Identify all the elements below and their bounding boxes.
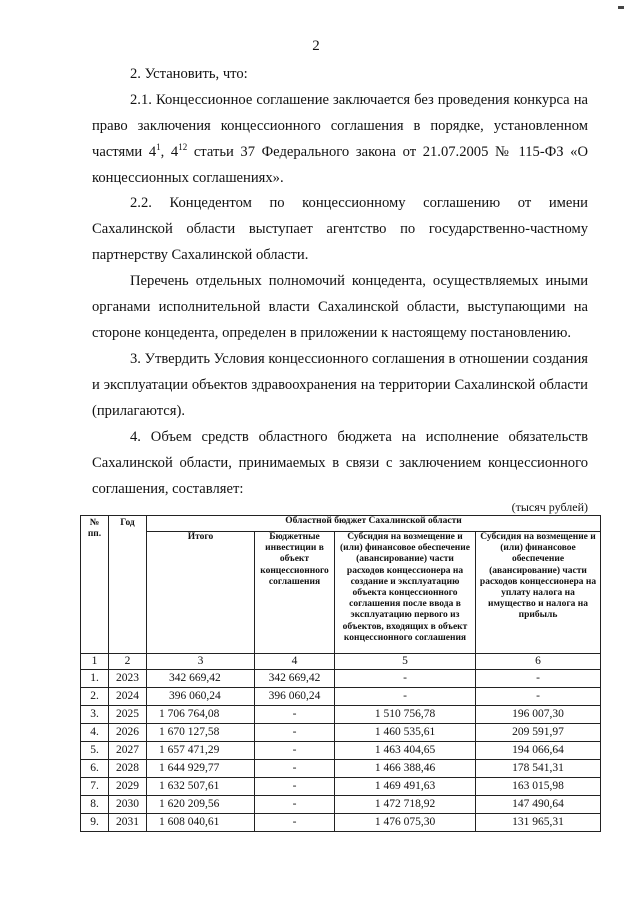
table-row (81, 814, 601, 832)
table-row (81, 760, 601, 778)
superscript-1: 1 (156, 142, 161, 152)
table-row (81, 706, 601, 724)
cell-investments: - (255, 724, 335, 742)
column-number: 2 (109, 654, 147, 670)
header-investments: Бюджетные инвестиции в объект концессионного соглашения (255, 532, 335, 654)
cell-investments: - (255, 742, 335, 760)
cell-year: 2027 (109, 742, 147, 760)
cell-subsidy-tax: 131 965,31 (476, 814, 601, 832)
cell-subsidy-creation: 1 466 388,46 (335, 760, 476, 778)
cell-total: 1 632 507,61 (147, 778, 255, 796)
cell-investments: - (255, 760, 335, 778)
table-row (81, 670, 601, 688)
paragraph-3: 3. Утвердить Условия концессионного соглашения в отношении создания и эксплуатации объектов здравоохранения на территории Сахалинской области (прилагаются). (92, 351, 588, 419)
column-number: 3 (147, 654, 255, 670)
table-row (81, 796, 601, 814)
cell-year: 2030 (109, 796, 147, 814)
cell-num: 1. (81, 670, 109, 688)
cell-subsidy-tax: 194 066,64 (476, 742, 601, 760)
cell-num: 3. (81, 706, 109, 724)
superscript-12: 12 (178, 142, 188, 152)
cell-year: 2029 (109, 778, 147, 796)
cell-year: 2025 (109, 706, 147, 724)
cell-num: 7. (81, 778, 109, 796)
header-year: Год (109, 516, 147, 654)
paragraph-2-2: 2.2. Концедентом по концессионному соглашению от имени Сахалинской области выступает агентство по государственно-частному партнерству Сахалинской области. (92, 195, 588, 263)
cell-subsidy-tax: 178 541,31 (476, 760, 601, 778)
cell-year: 2031 (109, 814, 147, 832)
cell-total: 1 620 209,56 (147, 796, 255, 814)
paragraph-2-1-text-b: , 4 (160, 144, 179, 160)
table-row (81, 724, 601, 742)
cell-num: 6. (81, 760, 109, 778)
cell-subsidy-tax: - (476, 688, 601, 706)
cell-total: 1 670 127,58 (147, 724, 255, 742)
cell-investments: - (255, 814, 335, 832)
paragraph-list: Перечень отдельных полномочий концедента, осуществляемых иными органами исполнительной власти Сахалинской области, выступающими на стороне концедента, определен в приложении к настоящему постановлению. (92, 273, 588, 341)
table-row (81, 778, 601, 796)
cell-total: 1 608 040,61 (147, 814, 255, 832)
cell-year: 2026 (109, 724, 147, 742)
cell-investments: - (255, 706, 335, 724)
column-number: 6 (476, 654, 601, 670)
header-total: Итого (147, 532, 255, 654)
paragraph-2-1-text-c: статьи 37 Федерального закона от 21.07.2005 № 115-ФЗ «О концессионных соглашениях». (92, 144, 588, 186)
cell-investments: - (255, 778, 335, 796)
cell-subsidy-creation: 1 463 404,65 (335, 742, 476, 760)
column-number: 1 (81, 654, 109, 670)
cell-num: 2. (81, 688, 109, 706)
cell-subsidy-tax: 209 591,97 (476, 724, 601, 742)
budget-table (80, 515, 601, 832)
cell-investments: - (255, 796, 335, 814)
header-num: № пп. (81, 516, 109, 654)
cell-num: 4. (81, 724, 109, 742)
cell-subsidy-creation: 1 469 491,63 (335, 778, 476, 796)
cell-year: 2028 (109, 760, 147, 778)
cell-subsidy-creation: 1 460 535,61 (335, 724, 476, 742)
header-budget-group: Областной бюджет Сахалинской области (147, 516, 601, 532)
cell-subsidy-creation: - (335, 670, 476, 688)
cell-subsidy-tax: - (476, 670, 601, 688)
header-subsidy-creation: Субсидия на возмещение и (или) финансовое обеспечение (авансирование) части расходов концессионера на создание и эксплуатацию объекта концессионного соглашения после ввода в эксплуатацию первого из объектов, входящих в объект концессионного соглашения (335, 532, 476, 654)
cell-total: 396 060,24 (147, 688, 255, 706)
cell-num: 5. (81, 742, 109, 760)
cell-subsidy-creation: 1 472 718,92 (335, 796, 476, 814)
cell-subsidy-creation: - (335, 688, 476, 706)
column-numbers-row (81, 654, 601, 670)
cell-total: 1 706 764,08 (147, 706, 255, 724)
cell-subsidy-creation: 1 510 756,78 (335, 706, 476, 724)
cell-investments: 396 060,24 (255, 688, 335, 706)
cell-subsidy-tax: 147 490,64 (476, 796, 601, 814)
cell-total: 1 657 471,29 (147, 742, 255, 760)
cell-num: 9. (81, 814, 109, 832)
paragraph-2-1-text-a: 2.1. Концессионное соглашение заключается без проведения конкурса на право заключения концессионного соглашения в порядке, установленном частями 4 (92, 92, 588, 160)
cell-year: 2024 (109, 688, 147, 706)
cell-subsidy-tax: 163 015,98 (476, 778, 601, 796)
scan-mark (618, 6, 624, 9)
column-number: 4 (255, 654, 335, 670)
paragraph-4: 4. Объем средств областного бюджета на исполнение обязательств Сахалинской области, принимаемых в связи с заключением концессионного соглашения, составляет: (92, 429, 588, 497)
column-number: 5 (335, 654, 476, 670)
cell-total: 342 669,42 (147, 670, 255, 688)
cell-subsidy-tax: 196 007,30 (476, 706, 601, 724)
page-number: 2 (312, 38, 320, 54)
table-row (81, 742, 601, 760)
paragraph-2-1 (92, 87, 588, 191)
cell-investments: 342 669,42 (255, 670, 335, 688)
cell-year: 2023 (109, 670, 147, 688)
table-units: (тысяч рублей) (511, 500, 588, 514)
table-row (81, 688, 601, 706)
cell-subsidy-creation: 1 476 075,30 (335, 814, 476, 832)
header-subsidy-tax: Субсидия на возмещение и (или) финансовое обеспечение (авансирование) части расходов концессионера на уплату налога на имущество и налога на прибыль (476, 532, 601, 654)
paragraph-2: 2. Установить, что: (130, 66, 248, 82)
cell-total: 1 644 929,77 (147, 760, 255, 778)
cell-num: 8. (81, 796, 109, 814)
